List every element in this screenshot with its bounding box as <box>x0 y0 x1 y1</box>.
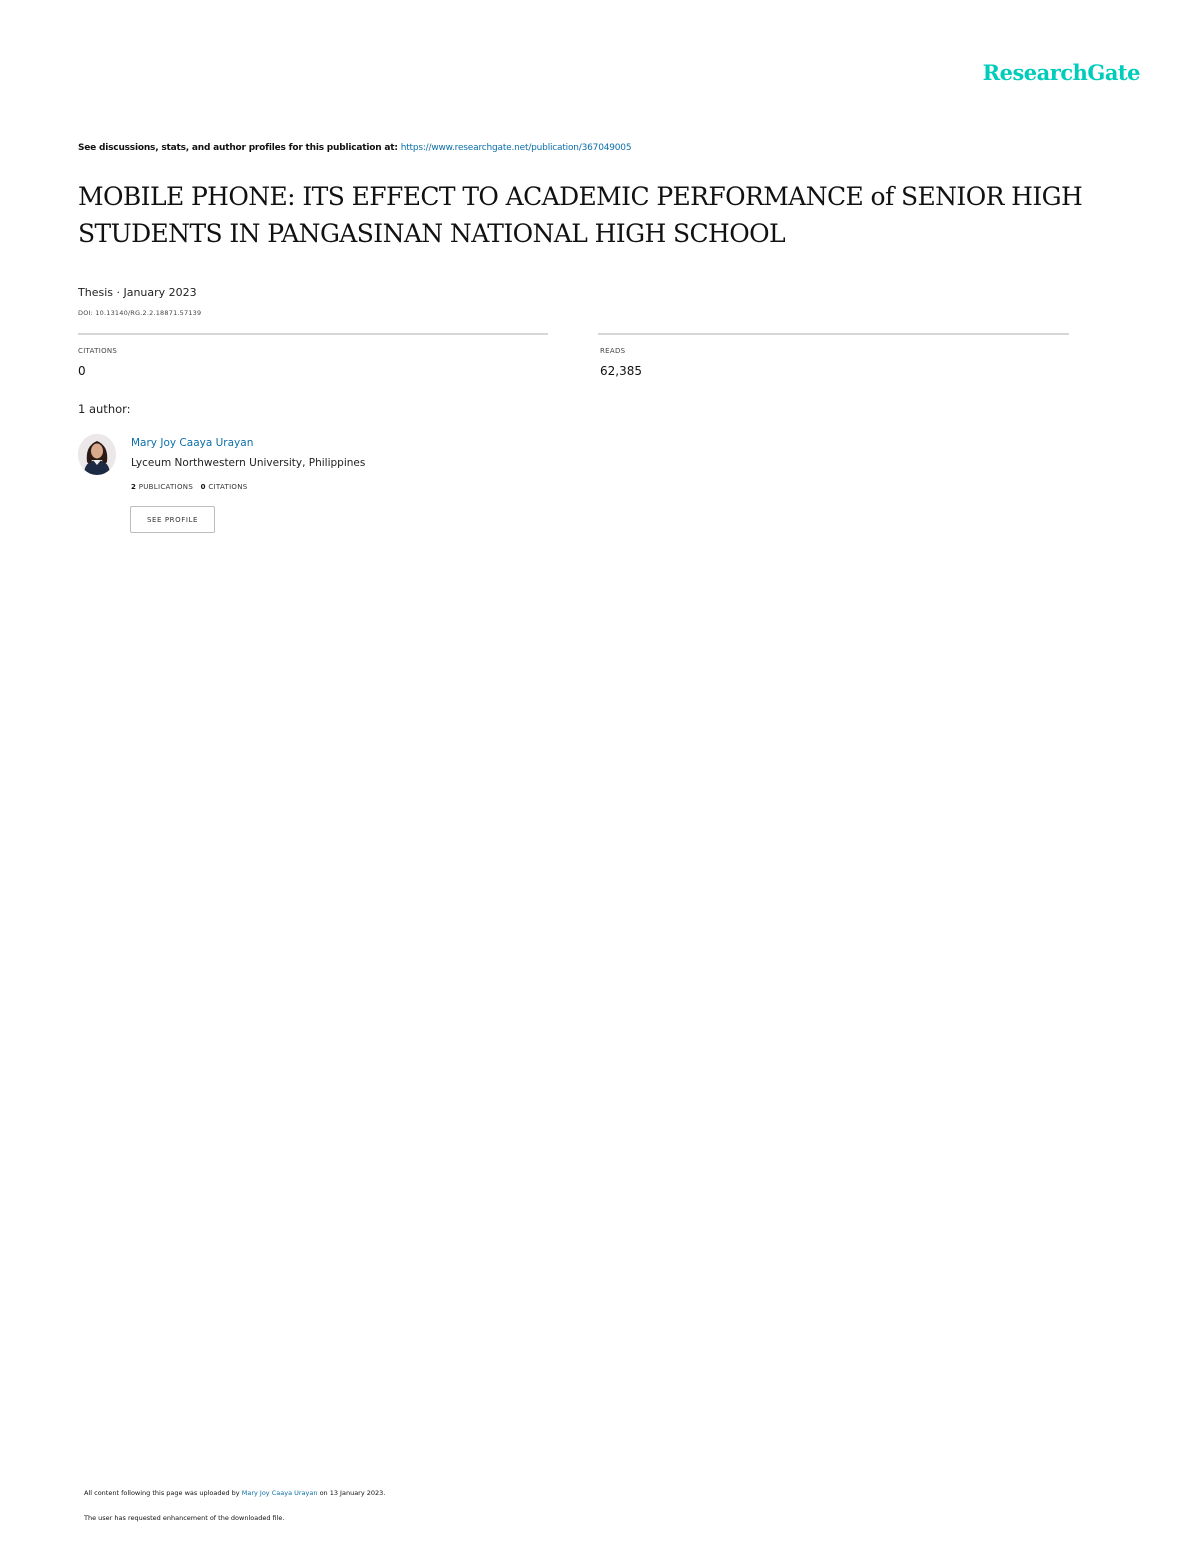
author-institution: Lyceum Northwestern University, Philippines <box>131 457 366 469</box>
upload-note <box>84 1489 385 1497</box>
author-publications-count: 2 <box>131 483 137 491</box>
enhancement-note: The user has requested enhancement of the downloaded file. <box>84 1514 285 1522</box>
publication-title: MOBILE PHONE: ITS EFFECT TO ACADEMIC PERFORMANCE of SENIOR HIGH STUDENTS IN PANGASINAN NATIONAL HIGH SCHOOL <box>78 182 1083 248</box>
publication-doi: DOI: 10.13140/RG.2.2.18871.57139 <box>78 309 202 317</box>
researchgate-logo[interactable]: ResearchGate <box>982 60 1140 85</box>
reads-value: 62,385 <box>600 364 642 378</box>
author-citations-count: 0 <box>200 483 206 491</box>
source-prefix: See discussions, stats, and author profiles for this publication at: <box>78 143 398 153</box>
author-name-link[interactable]: Mary Joy Caaya Urayan <box>131 437 254 449</box>
source-line <box>78 143 631 153</box>
author-stats <box>131 483 248 491</box>
author-photo-icon <box>78 434 116 475</box>
author-publications-label: PUBLICATIONS <box>138 483 194 491</box>
upload-suffix: on 13 January 2023. <box>319 1489 386 1497</box>
citations-divider <box>78 333 548 335</box>
reads-divider <box>598 333 1069 335</box>
uploader-link[interactable]: Mary Joy Caaya Urayan <box>241 1489 318 1497</box>
author-avatar[interactable] <box>78 434 116 475</box>
citations-label: CITATIONS <box>78 347 118 355</box>
author-count: 1 author: <box>78 402 131 416</box>
upload-prefix: All content following this page was uploaded by <box>84 1489 240 1497</box>
see-profile-button[interactable]: SEE PROFILE <box>130 506 215 533</box>
citations-value: 0 <box>78 364 86 378</box>
reads-label: READS <box>600 347 626 355</box>
publication-type-date: Thesis · January 2023 <box>78 286 197 299</box>
author-citations-label: CITATIONS <box>208 483 248 491</box>
publication-link[interactable]: https://www.researchgate.net/publication/367049005 <box>400 143 632 153</box>
